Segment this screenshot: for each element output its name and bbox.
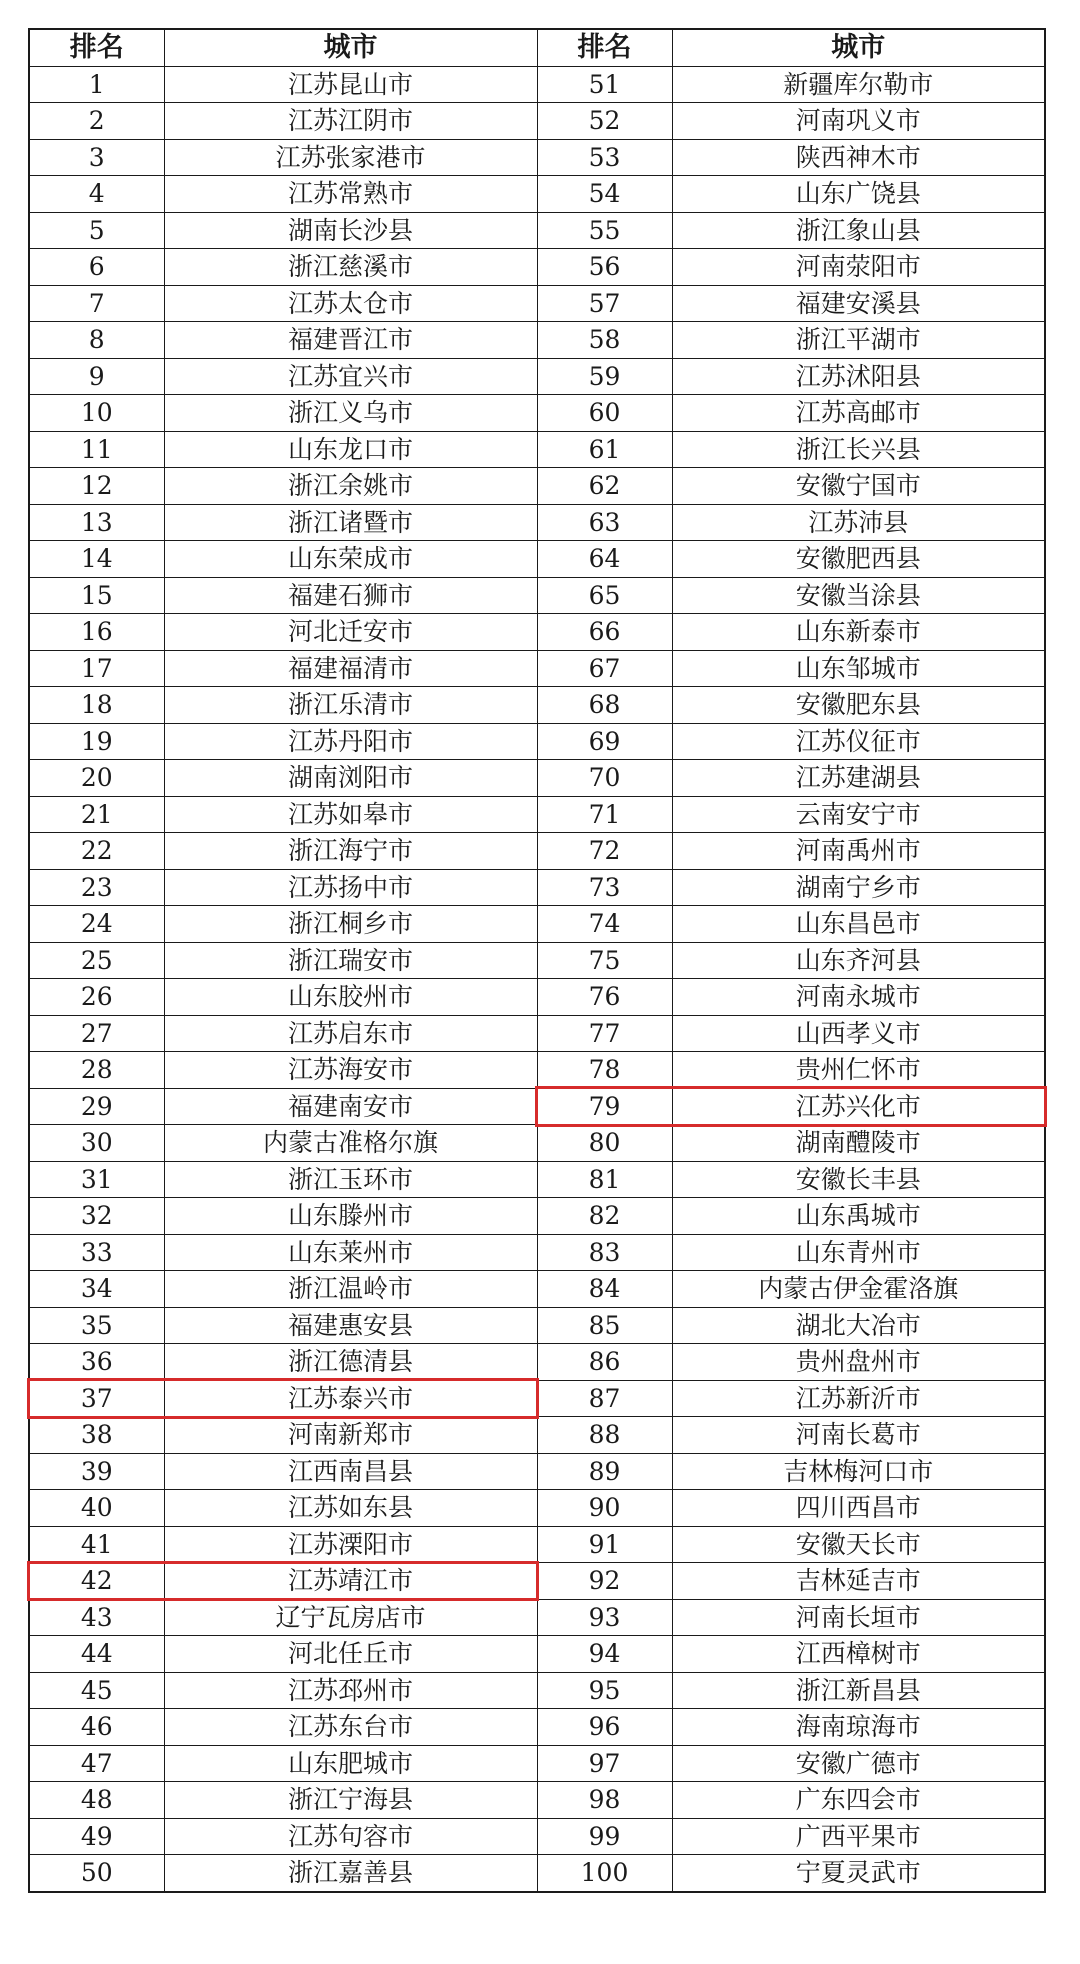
right-rank-cell: 69 bbox=[537, 723, 672, 760]
left-city-cell: 浙江海宁市 bbox=[164, 833, 537, 870]
right-rank-cell: 51 bbox=[537, 66, 672, 103]
left-city-cell: 浙江余姚市 bbox=[164, 468, 537, 505]
right-city-cell: 河南长垣市 bbox=[672, 1599, 1045, 1636]
right-rank-cell: 83 bbox=[537, 1234, 672, 1271]
left-rank-cell: 30 bbox=[29, 1125, 164, 1162]
right-city-cell: 江苏仪征市 bbox=[672, 723, 1045, 760]
left-city-cell: 江苏丹阳市 bbox=[164, 723, 537, 760]
table-row bbox=[29, 1125, 1045, 1162]
right-rank-cell: 79 bbox=[537, 1088, 672, 1125]
table-row bbox=[29, 541, 1045, 578]
right-city-cell: 山东青州市 bbox=[672, 1234, 1045, 1271]
left-rank-cell: 49 bbox=[29, 1818, 164, 1855]
left-city-cell: 山东荣成市 bbox=[164, 541, 537, 578]
right-rank-cell: 77 bbox=[537, 1015, 672, 1052]
right-city-cell: 河南永城市 bbox=[672, 979, 1045, 1016]
table-row bbox=[29, 614, 1045, 651]
right-rank-cell: 70 bbox=[537, 760, 672, 797]
right-city-cell: 浙江长兴县 bbox=[672, 431, 1045, 468]
left-rank-cell: 19 bbox=[29, 723, 164, 760]
left-rank-cell: 22 bbox=[29, 833, 164, 870]
left-city-cell: 江苏启东市 bbox=[164, 1015, 537, 1052]
left-rank-cell: 8 bbox=[29, 322, 164, 359]
table-row bbox=[29, 212, 1045, 249]
table-row bbox=[29, 869, 1045, 906]
right-city-cell: 安徽宁国市 bbox=[672, 468, 1045, 505]
right-city-cell: 广东四会市 bbox=[672, 1782, 1045, 1819]
left-city-cell: 福建南安市 bbox=[164, 1088, 537, 1125]
left-rank-cell: 23 bbox=[29, 869, 164, 906]
right-rank-cell: 82 bbox=[537, 1198, 672, 1235]
right-city-cell: 山东禹城市 bbox=[672, 1198, 1045, 1235]
right-rank-cell: 91 bbox=[537, 1526, 672, 1563]
left-city-cell: 江苏宜兴市 bbox=[164, 358, 537, 395]
left-rank-cell: 26 bbox=[29, 979, 164, 1016]
left-rank-cell: 16 bbox=[29, 614, 164, 651]
right-rank-cell: 96 bbox=[537, 1709, 672, 1746]
left-rank-cell: 17 bbox=[29, 650, 164, 687]
left-rank-cell: 35 bbox=[29, 1307, 164, 1344]
left-rank-cell: 1 bbox=[29, 66, 164, 103]
left-city-cell: 湖南长沙县 bbox=[164, 212, 537, 249]
left-rank-cell: 15 bbox=[29, 577, 164, 614]
right-rank-cell: 54 bbox=[537, 176, 672, 213]
left-city-cell: 江苏海安市 bbox=[164, 1052, 537, 1089]
table-row bbox=[29, 1052, 1045, 1089]
table-row bbox=[29, 103, 1045, 140]
table-row bbox=[29, 1198, 1045, 1235]
right-city-cell: 河南荥阳市 bbox=[672, 249, 1045, 286]
left-rank-cell: 46 bbox=[29, 1709, 164, 1746]
left-city-cell: 福建石狮市 bbox=[164, 577, 537, 614]
right-city-cell: 安徽当涂县 bbox=[672, 577, 1045, 614]
left-rank-cell: 3 bbox=[29, 139, 164, 176]
table-row bbox=[29, 1161, 1045, 1198]
right-rank-cell: 68 bbox=[537, 687, 672, 724]
right-rank-header: 排名 bbox=[537, 29, 672, 66]
right-city-cell: 湖南宁乡市 bbox=[672, 869, 1045, 906]
table-row bbox=[29, 833, 1045, 870]
left-city-cell: 江苏张家港市 bbox=[164, 139, 537, 176]
left-city-cell: 江苏如东县 bbox=[164, 1490, 537, 1527]
table-row bbox=[29, 942, 1045, 979]
left-rank-cell: 48 bbox=[29, 1782, 164, 1819]
right-city-cell: 江苏兴化市 bbox=[672, 1088, 1045, 1125]
left-city-cell: 江苏泰兴市 bbox=[164, 1380, 537, 1417]
right-city-cell: 江西樟树市 bbox=[672, 1636, 1045, 1673]
table-row bbox=[29, 176, 1045, 213]
left-rank-cell: 25 bbox=[29, 942, 164, 979]
left-city-cell: 浙江德清县 bbox=[164, 1344, 537, 1381]
right-rank-cell: 53 bbox=[537, 139, 672, 176]
left-rank-cell: 12 bbox=[29, 468, 164, 505]
right-rank-cell: 89 bbox=[537, 1453, 672, 1490]
right-rank-cell: 95 bbox=[537, 1672, 672, 1709]
left-city-cell: 浙江乐清市 bbox=[164, 687, 537, 724]
left-city-cell: 浙江宁海县 bbox=[164, 1782, 537, 1819]
right-city-cell: 湖南醴陵市 bbox=[672, 1125, 1045, 1162]
table-body bbox=[29, 66, 1045, 1892]
right-rank-cell: 85 bbox=[537, 1307, 672, 1344]
right-rank-cell: 56 bbox=[537, 249, 672, 286]
table-row bbox=[29, 285, 1045, 322]
left-city-cell: 江苏东台市 bbox=[164, 1709, 537, 1746]
left-city-cell: 浙江玉环市 bbox=[164, 1161, 537, 1198]
table-row bbox=[29, 1672, 1045, 1709]
right-rank-cell: 66 bbox=[537, 614, 672, 651]
left-rank-cell: 24 bbox=[29, 906, 164, 943]
table-row bbox=[29, 650, 1045, 687]
left-rank-cell: 32 bbox=[29, 1198, 164, 1235]
right-rank-cell: 84 bbox=[537, 1271, 672, 1308]
table-row bbox=[29, 1636, 1045, 1673]
left-city-cell: 福建晋江市 bbox=[164, 322, 537, 359]
right-rank-cell: 62 bbox=[537, 468, 672, 505]
right-city-cell: 陕西神木市 bbox=[672, 139, 1045, 176]
left-rank-cell: 21 bbox=[29, 796, 164, 833]
right-city-cell: 新疆库尔勒市 bbox=[672, 66, 1045, 103]
left-city-cell: 浙江瑞安市 bbox=[164, 942, 537, 979]
right-rank-cell: 78 bbox=[537, 1052, 672, 1089]
left-city-cell: 浙江嘉善县 bbox=[164, 1855, 537, 1892]
right-rank-cell: 99 bbox=[537, 1818, 672, 1855]
left-rank-cell: 2 bbox=[29, 103, 164, 140]
right-rank-cell: 57 bbox=[537, 285, 672, 322]
left-city-cell: 江苏如皋市 bbox=[164, 796, 537, 833]
right-city-cell: 福建安溪县 bbox=[672, 285, 1045, 322]
table-row bbox=[29, 139, 1045, 176]
right-city-cell: 江苏高邮市 bbox=[672, 395, 1045, 432]
table-row bbox=[29, 577, 1045, 614]
table-row bbox=[29, 358, 1045, 395]
left-city-cell: 山东肥城市 bbox=[164, 1745, 537, 1782]
right-rank-cell: 64 bbox=[537, 541, 672, 578]
left-rank-cell: 36 bbox=[29, 1344, 164, 1381]
left-city-cell: 山东滕州市 bbox=[164, 1198, 537, 1235]
right-rank-cell: 81 bbox=[537, 1161, 672, 1198]
right-city-cell: 河南巩义市 bbox=[672, 103, 1045, 140]
right-city-cell: 吉林梅河口市 bbox=[672, 1453, 1045, 1490]
right-city-cell: 江苏建湖县 bbox=[672, 760, 1045, 797]
right-city-cell: 安徽长丰县 bbox=[672, 1161, 1045, 1198]
left-rank-cell: 38 bbox=[29, 1417, 164, 1454]
table-row bbox=[29, 687, 1045, 724]
left-rank-cell: 45 bbox=[29, 1672, 164, 1709]
right-rank-cell: 61 bbox=[537, 431, 672, 468]
left-city-cell: 福建惠安县 bbox=[164, 1307, 537, 1344]
right-city-cell: 山东广饶县 bbox=[672, 176, 1045, 213]
left-rank-cell: 5 bbox=[29, 212, 164, 249]
table-row bbox=[29, 723, 1045, 760]
right-city-cell: 贵州盘州市 bbox=[672, 1344, 1045, 1381]
table-row bbox=[29, 1344, 1045, 1381]
table-row bbox=[29, 1526, 1045, 1563]
left-rank-cell: 11 bbox=[29, 431, 164, 468]
right-city-cell: 山东新泰市 bbox=[672, 614, 1045, 651]
left-rank-cell: 44 bbox=[29, 1636, 164, 1673]
table-row bbox=[29, 1855, 1045, 1892]
left-rank-cell: 10 bbox=[29, 395, 164, 432]
table-row bbox=[29, 1380, 1045, 1417]
left-city-cell: 江苏溧阳市 bbox=[164, 1526, 537, 1563]
right-rank-cell: 58 bbox=[537, 322, 672, 359]
left-city-cell: 山东莱州市 bbox=[164, 1234, 537, 1271]
right-rank-cell: 94 bbox=[537, 1636, 672, 1673]
left-city-cell: 浙江温岭市 bbox=[164, 1271, 537, 1308]
left-rank-cell: 31 bbox=[29, 1161, 164, 1198]
right-rank-cell: 97 bbox=[537, 1745, 672, 1782]
table-header-row bbox=[29, 29, 1045, 66]
right-city-cell: 江苏新沂市 bbox=[672, 1380, 1045, 1417]
table-row bbox=[29, 468, 1045, 505]
left-city-cell: 浙江桐乡市 bbox=[164, 906, 537, 943]
left-city-cell: 河南新郑市 bbox=[164, 1417, 537, 1454]
right-city-cell: 河南禹州市 bbox=[672, 833, 1045, 870]
left-city-cell: 江苏扬中市 bbox=[164, 869, 537, 906]
right-city-header: 城市 bbox=[672, 29, 1045, 66]
table-row bbox=[29, 979, 1045, 1016]
table-row bbox=[29, 1563, 1045, 1600]
ranking-document bbox=[28, 28, 1044, 1893]
left-rank-cell: 28 bbox=[29, 1052, 164, 1089]
right-rank-cell: 72 bbox=[537, 833, 672, 870]
right-city-cell: 浙江新昌县 bbox=[672, 1672, 1045, 1709]
left-rank-cell: 14 bbox=[29, 541, 164, 578]
left-city-cell: 辽宁瓦房店市 bbox=[164, 1599, 537, 1636]
left-rank-cell: 37 bbox=[29, 1380, 164, 1417]
right-rank-cell: 88 bbox=[537, 1417, 672, 1454]
left-rank-cell: 39 bbox=[29, 1453, 164, 1490]
right-rank-cell: 71 bbox=[537, 796, 672, 833]
table-row bbox=[29, 1015, 1045, 1052]
right-rank-cell: 60 bbox=[537, 395, 672, 432]
left-city-cell: 江苏太仓市 bbox=[164, 285, 537, 322]
right-rank-cell: 92 bbox=[537, 1563, 672, 1600]
table-row bbox=[29, 1709, 1045, 1746]
table-row bbox=[29, 1490, 1045, 1527]
right-city-cell: 广西平果市 bbox=[672, 1818, 1045, 1855]
right-rank-cell: 75 bbox=[537, 942, 672, 979]
right-city-cell: 云南安宁市 bbox=[672, 796, 1045, 833]
left-rank-cell: 33 bbox=[29, 1234, 164, 1271]
table-row bbox=[29, 66, 1045, 103]
right-rank-cell: 100 bbox=[537, 1855, 672, 1892]
table-row bbox=[29, 1417, 1045, 1454]
right-rank-cell: 52 bbox=[537, 103, 672, 140]
table-row bbox=[29, 322, 1045, 359]
table-row bbox=[29, 906, 1045, 943]
right-city-cell: 山东邹城市 bbox=[672, 650, 1045, 687]
left-rank-cell: 42 bbox=[29, 1563, 164, 1600]
left-rank-cell: 41 bbox=[29, 1526, 164, 1563]
left-rank-cell: 20 bbox=[29, 760, 164, 797]
left-city-header: 城市 bbox=[164, 29, 537, 66]
right-city-cell: 四川西昌市 bbox=[672, 1490, 1045, 1527]
left-rank-cell: 50 bbox=[29, 1855, 164, 1892]
right-city-cell: 内蒙古伊金霍洛旗 bbox=[672, 1271, 1045, 1308]
left-city-cell: 内蒙古准格尔旗 bbox=[164, 1125, 537, 1162]
table-row bbox=[29, 431, 1045, 468]
table-row bbox=[29, 1818, 1045, 1855]
table-row bbox=[29, 1271, 1045, 1308]
left-city-cell: 湖南浏阳市 bbox=[164, 760, 537, 797]
right-rank-cell: 74 bbox=[537, 906, 672, 943]
table-row bbox=[29, 1234, 1045, 1271]
left-city-cell: 河北任丘市 bbox=[164, 1636, 537, 1673]
right-city-cell: 贵州仁怀市 bbox=[672, 1052, 1045, 1089]
right-city-cell: 宁夏灵武市 bbox=[672, 1855, 1045, 1892]
right-city-cell: 安徽广德市 bbox=[672, 1745, 1045, 1782]
table-row bbox=[29, 395, 1045, 432]
left-rank-cell: 13 bbox=[29, 504, 164, 541]
table-row bbox=[29, 1782, 1045, 1819]
left-city-cell: 浙江诸暨市 bbox=[164, 504, 537, 541]
table-row bbox=[29, 504, 1045, 541]
right-rank-cell: 86 bbox=[537, 1344, 672, 1381]
right-city-cell: 安徽天长市 bbox=[672, 1526, 1045, 1563]
left-rank-cell: 40 bbox=[29, 1490, 164, 1527]
right-city-cell: 海南琼海市 bbox=[672, 1709, 1045, 1746]
left-rank-cell: 47 bbox=[29, 1745, 164, 1782]
right-city-cell: 山东齐河县 bbox=[672, 942, 1045, 979]
left-city-cell: 江苏昆山市 bbox=[164, 66, 537, 103]
right-city-cell: 浙江象山县 bbox=[672, 212, 1045, 249]
left-rank-cell: 18 bbox=[29, 687, 164, 724]
left-city-cell: 浙江义乌市 bbox=[164, 395, 537, 432]
right-rank-cell: 65 bbox=[537, 577, 672, 614]
right-rank-cell: 80 bbox=[537, 1125, 672, 1162]
left-city-cell: 江苏常熟市 bbox=[164, 176, 537, 213]
table-row bbox=[29, 1599, 1045, 1636]
left-city-cell: 浙江慈溪市 bbox=[164, 249, 537, 286]
left-rank-cell: 29 bbox=[29, 1088, 164, 1125]
right-rank-cell: 59 bbox=[537, 358, 672, 395]
right-rank-cell: 55 bbox=[537, 212, 672, 249]
right-rank-cell: 93 bbox=[537, 1599, 672, 1636]
right-rank-cell: 90 bbox=[537, 1490, 672, 1527]
left-city-cell: 江苏句容市 bbox=[164, 1818, 537, 1855]
right-rank-cell: 76 bbox=[537, 979, 672, 1016]
left-rank-cell: 34 bbox=[29, 1271, 164, 1308]
left-city-cell: 山东龙口市 bbox=[164, 431, 537, 468]
left-city-cell: 福建福清市 bbox=[164, 650, 537, 687]
right-city-cell: 浙江平湖市 bbox=[672, 322, 1045, 359]
right-rank-cell: 87 bbox=[537, 1380, 672, 1417]
right-city-cell: 安徽肥西县 bbox=[672, 541, 1045, 578]
left-city-cell: 江西南昌县 bbox=[164, 1453, 537, 1490]
right-rank-cell: 63 bbox=[537, 504, 672, 541]
left-city-cell: 江苏靖江市 bbox=[164, 1563, 537, 1600]
right-city-cell: 江苏沭阳县 bbox=[672, 358, 1045, 395]
left-rank-cell: 27 bbox=[29, 1015, 164, 1052]
right-city-cell: 安徽肥东县 bbox=[672, 687, 1045, 724]
right-city-cell: 江苏沛县 bbox=[672, 504, 1045, 541]
left-rank-cell: 9 bbox=[29, 358, 164, 395]
table-row bbox=[29, 249, 1045, 286]
left-rank-cell: 7 bbox=[29, 285, 164, 322]
left-rank-cell: 43 bbox=[29, 1599, 164, 1636]
left-city-cell: 江苏邳州市 bbox=[164, 1672, 537, 1709]
left-rank-header: 排名 bbox=[29, 29, 164, 66]
left-city-cell: 江苏江阴市 bbox=[164, 103, 537, 140]
right-city-cell: 山西孝义市 bbox=[672, 1015, 1045, 1052]
right-city-cell: 山东昌邑市 bbox=[672, 906, 1045, 943]
table-row bbox=[29, 1745, 1045, 1782]
right-rank-cell: 98 bbox=[537, 1782, 672, 1819]
left-city-cell: 河北迁安市 bbox=[164, 614, 537, 651]
table-row bbox=[29, 796, 1045, 833]
right-city-cell: 河南长葛市 bbox=[672, 1417, 1045, 1454]
table-row bbox=[29, 760, 1045, 797]
table-row bbox=[29, 1453, 1045, 1490]
right-city-cell: 吉林延吉市 bbox=[672, 1563, 1045, 1600]
table-row bbox=[29, 1088, 1045, 1125]
right-rank-cell: 73 bbox=[537, 869, 672, 906]
table-row bbox=[29, 1307, 1045, 1344]
right-rank-cell: 67 bbox=[537, 650, 672, 687]
left-rank-cell: 4 bbox=[29, 176, 164, 213]
city-ranking-table bbox=[28, 28, 1046, 1893]
left-city-cell: 山东胶州市 bbox=[164, 979, 537, 1016]
left-rank-cell: 6 bbox=[29, 249, 164, 286]
right-city-cell: 湖北大冶市 bbox=[672, 1307, 1045, 1344]
